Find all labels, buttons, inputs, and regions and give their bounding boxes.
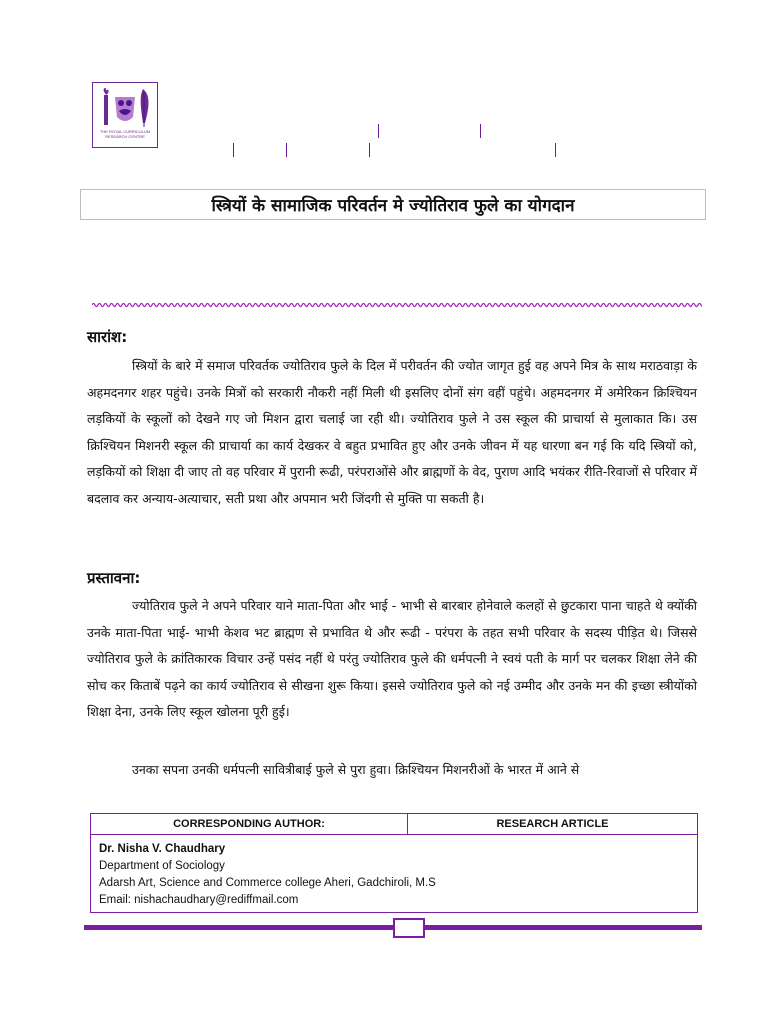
introduction-heading: प्रस्तावना: [87,569,141,587]
crest-emblem-icon [115,97,135,121]
journal-logo [92,82,158,148]
header-mark [369,143,370,157]
logo-caption: THE ROYAL CURRICULUM RESEARCH CENTRE [99,129,151,139]
header-mark [286,143,287,157]
wavy-divider [92,299,702,311]
author-details [91,835,697,915]
author-department: Department of Sociology [99,860,225,872]
footer-page-box [393,918,425,938]
introduction-paragraph-1: ज्योतिराव फुले ने अपने परिवार याने माता-पिता और भाई - भाभी से बारबार होनेवाले कलहों से छुटकारा पाना चाहते थे क्योंकी उनके माता-पिता भाई- भाभी केशव भट ब्राह्मण से प्रभावित थे और रूढी - परंपरा के तहत सभी परिवार के सदस्य पीड़ित थे। जिससे ज्योतिराव फुले के क्रांतिकारक विचार उन्हें पसंद नहीं थे परंतु ज्योतिराव फुले की धर्मपत्नी ने स्वयं पती के मार्ग पर चलकर शिक्षा लेने की सोच कर किताबें पढ़ने का कार्य ज्योतिराव से सीखना शुरू किया। इससे ज्योतिराव फुले को नई उम्मीद और उनके मन की इच्छा स्त्रीयोंको शिक्षा देना, उनके लिए स्कूल खोलना पूरी हुई। [87,598,697,720]
footer-rule-left [84,925,394,930]
torch-icon [104,88,109,125]
author-name: Dr. Nisha V. Chaudhary [99,843,226,855]
header-mark [480,124,481,138]
article-title: स्त्रियों के सामाजिक परिवर्तन मे ज्योतिराव फुले का योगदान [80,189,706,220]
footer-rule-right [424,925,702,930]
author-institution: Adarsh Art, Science and Commerce college Aheri, Gadchiroli, M.S [99,877,436,889]
abstract-heading: सारांश: [87,328,128,346]
abstract-text: स्त्रियों के बारे में समाज परिवर्तक ज्योतिराव फुले के दिल में परीवर्तन की ज्योत जागृत हुई वह अपने मित्र के साथ मराठवाड़ा के अहमदनगर शहर पहुंचे। उनके मित्रों को सरकारी नौकरी नहीं मिली थी इसलिए दोनों संग वहीं पहुंचे। अहमदनगर में अमेरिकन क्रिश्चियन लड़कियों के स्कूलों को देखने गए जो मिशन द्वारा चलाई जा रही थी। ज्योतिराव फुले ने उस स्कूल की प्राचार्या से मुलाकात कि। उस क्रिश्चियन मिशनरी स्कूल की प्राचार्या का कार्य देखकर वे बहुत प्रभावित हुए और उनके जीवन में यह धारणा बन गई कि यदि स्त्रियों को, लड़कियों को शिक्षा दी जाए तो वह परिवार में पुरानी रूढी, परंपराओंसे और ब्राह्मणों के वेद, पुराण आदि भयंकर रीति-रिवाजों से परिवार में बदलाव कर अन्याय-अत्याचार, सती प्रथा और अपमान भरी जिंदगी से मुक्ति पा सकती है। [87,358,697,506]
author-box-header [91,814,697,835]
author-email[interactable]: Email: nishachaudhary@rediffmail.com [99,894,299,906]
feather-pen-icon [141,89,149,127]
corresponding-author-label: CORRESPONDING AUTHOR: [91,814,408,834]
header-mark [555,143,556,157]
article-type-label: RESEARCH ARTICLE [496,818,609,830]
header-mark [233,143,234,157]
introduction-paragraph-2: उनका सपना उनकी धर्मपत्नी सावित्रीबाई फुले से पुरा हुवा। क्रिश्चियन मिशनरीओं के भारत में आने से [132,762,580,777]
corresponding-author-box [90,813,698,913]
header-mark [378,124,379,138]
